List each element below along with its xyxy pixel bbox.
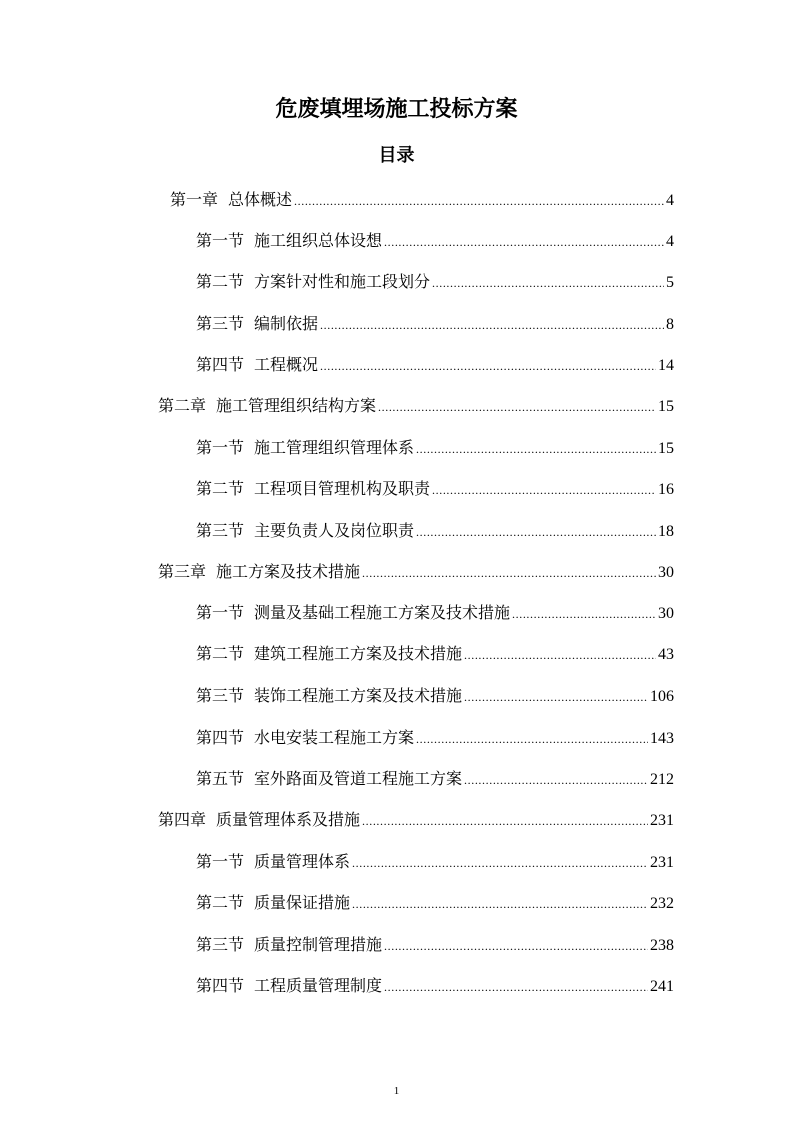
- toc-entry-title: 总体概述: [228, 190, 293, 209]
- toc-dot-leader: [362, 807, 648, 835]
- toc-entry-chapter[interactable]: [158, 392, 674, 420]
- toc-dot-leader: [320, 311, 664, 339]
- toc-entry-number: 第四节: [196, 728, 245, 747]
- toc-entry-title: 质量管理体系及措施: [216, 810, 361, 829]
- toc-entry-page: 212: [650, 771, 674, 788]
- toc-entry-section[interactable]: [196, 227, 674, 255]
- toc-entry-page: 16: [658, 481, 674, 498]
- toc-entry-title: 室外路面及管道工程施工方案: [254, 769, 463, 788]
- toc-entry-number: 第三节: [196, 935, 245, 954]
- toc-entry-title: 质量控制管理措施: [254, 935, 383, 954]
- toc-entry-number: 第二节: [196, 272, 245, 291]
- toc-entry-page: 238: [650, 937, 674, 954]
- toc-dot-leader: [416, 518, 656, 546]
- toc-entry-title: 工程项目管理机构及职责: [254, 479, 431, 498]
- toc-dot-leader: [352, 890, 648, 918]
- toc-entry-page: 143: [650, 730, 674, 747]
- toc-entry-section[interactable]: [196, 848, 674, 876]
- toc-dot-leader: [464, 641, 656, 669]
- toc-dot-leader: [384, 932, 648, 960]
- toc-entry-title: 编制依据: [254, 314, 319, 333]
- toc-dot-leader: [432, 269, 664, 297]
- toc-entry-title: 质量管理体系: [254, 852, 351, 871]
- toc-entry-page: 4: [666, 192, 674, 209]
- toc-entry-page: 30: [658, 605, 674, 622]
- toc-entry-page: 43: [658, 646, 674, 663]
- toc-entry-number: 第四节: [196, 355, 245, 374]
- toc-entry-number: 第三节: [196, 686, 245, 705]
- toc-entry-page: 232: [650, 895, 674, 912]
- toc-entry-section[interactable]: [196, 765, 674, 793]
- table-of-contents: [0, 180, 793, 1010]
- toc-entry-number: 第四章: [158, 810, 207, 829]
- toc-heading: 目录: [378, 145, 415, 166]
- toc-entry-section[interactable]: [196, 931, 674, 959]
- toc-entry-number: 第三节: [196, 521, 245, 540]
- toc-entry-title: 装饰工程施工方案及技术措施: [254, 686, 463, 705]
- toc-entry-page: 4: [666, 233, 674, 250]
- toc-entry-title: 工程质量管理制度: [254, 976, 383, 995]
- toc-entry-number: 第一章: [170, 190, 219, 209]
- toc-dot-leader: [384, 228, 664, 256]
- toc-dot-leader: [320, 352, 656, 380]
- toc-entry-chapter[interactable]: [158, 806, 674, 834]
- toc-entry-section[interactable]: [196, 682, 674, 710]
- toc-dot-leader: [416, 725, 648, 753]
- toc-entry-title: 工程概况: [254, 355, 319, 374]
- toc-entry-number: 第一节: [196, 852, 245, 871]
- toc-entry-number: 第二节: [196, 479, 245, 498]
- toc-entry-section[interactable]: [196, 724, 674, 752]
- toc-entry-number: 第一节: [196, 438, 245, 457]
- toc-entry-chapter[interactable]: [158, 558, 674, 586]
- toc-entry-number: 第二节: [196, 893, 245, 912]
- toc-entry-number: 第一节: [196, 231, 245, 250]
- toc-entry-section[interactable]: [196, 268, 674, 296]
- toc-entry-title: 建筑工程施工方案及技术措施: [254, 644, 463, 663]
- toc-entry-page: 14: [658, 357, 674, 374]
- toc-entry-page: 15: [658, 398, 674, 415]
- page-number: 1: [393, 1085, 400, 1097]
- toc-entry-page: 231: [650, 854, 674, 871]
- toc-dot-leader: [378, 393, 656, 421]
- toc-entry-title: 施工组织总体设想: [254, 231, 383, 250]
- toc-dot-leader: [362, 559, 656, 587]
- toc-entry-number: 第二节: [196, 644, 245, 663]
- toc-entry-section[interactable]: [196, 599, 674, 627]
- toc-entry-section[interactable]: [196, 517, 674, 545]
- toc-entry-title: 测量及基础工程施工方案及技术措施: [254, 603, 511, 622]
- toc-dot-leader: [464, 683, 648, 711]
- toc-entry-section[interactable]: [196, 310, 674, 338]
- toc-entry-page: 30: [658, 564, 674, 581]
- toc-entry-number: 第三节: [196, 314, 245, 333]
- document-title: 危废填埋场施工投标方案: [275, 97, 518, 122]
- toc-entry-number: 第五节: [196, 769, 245, 788]
- toc-entry-title: 水电安装工程施工方案: [254, 728, 415, 747]
- toc-entry-number: 第二章: [158, 396, 207, 415]
- toc-entry-section[interactable]: [196, 475, 674, 503]
- toc-entry-page: 8: [666, 316, 674, 333]
- toc-dot-leader: [294, 187, 664, 215]
- toc-entry-title: 质量保证措施: [254, 893, 351, 912]
- toc-entry-section[interactable]: [196, 889, 674, 917]
- toc-entry-section[interactable]: [196, 640, 674, 668]
- toc-entry-page: 15: [658, 440, 674, 457]
- toc-entry-number: 第三章: [158, 562, 207, 581]
- toc-entry-page: 5: [666, 274, 674, 291]
- toc-entry-title: 施工方案及技术措施: [216, 562, 361, 581]
- toc-dot-leader: [432, 476, 656, 504]
- toc-entry-number: 第四节: [196, 976, 245, 995]
- toc-entry-page: 106: [650, 688, 674, 705]
- toc-entry-section[interactable]: [196, 351, 674, 379]
- toc-dot-leader: [512, 600, 656, 628]
- toc-entry-title: 主要负责人及岗位职责: [254, 521, 415, 540]
- toc-entry-section[interactable]: [196, 972, 674, 1000]
- toc-entry-section[interactable]: [196, 434, 674, 462]
- toc-entry-number: 第一节: [196, 603, 245, 622]
- toc-dot-leader: [464, 766, 648, 794]
- toc-entry-page: 241: [650, 978, 674, 995]
- toc-dot-leader: [416, 435, 656, 463]
- toc-dot-leader: [384, 973, 648, 1001]
- toc-entry-title: 施工管理组织管理体系: [254, 438, 415, 457]
- toc-entry-title: 施工管理组织结构方案: [216, 396, 377, 415]
- toc-entry-title: 方案针对性和施工段划分: [254, 272, 431, 291]
- toc-entry-page: 18: [658, 523, 674, 540]
- toc-entry-page: 231: [650, 812, 674, 829]
- toc-entry-chapter-1[interactable]: [170, 186, 674, 214]
- toc-dot-leader: [352, 849, 648, 877]
